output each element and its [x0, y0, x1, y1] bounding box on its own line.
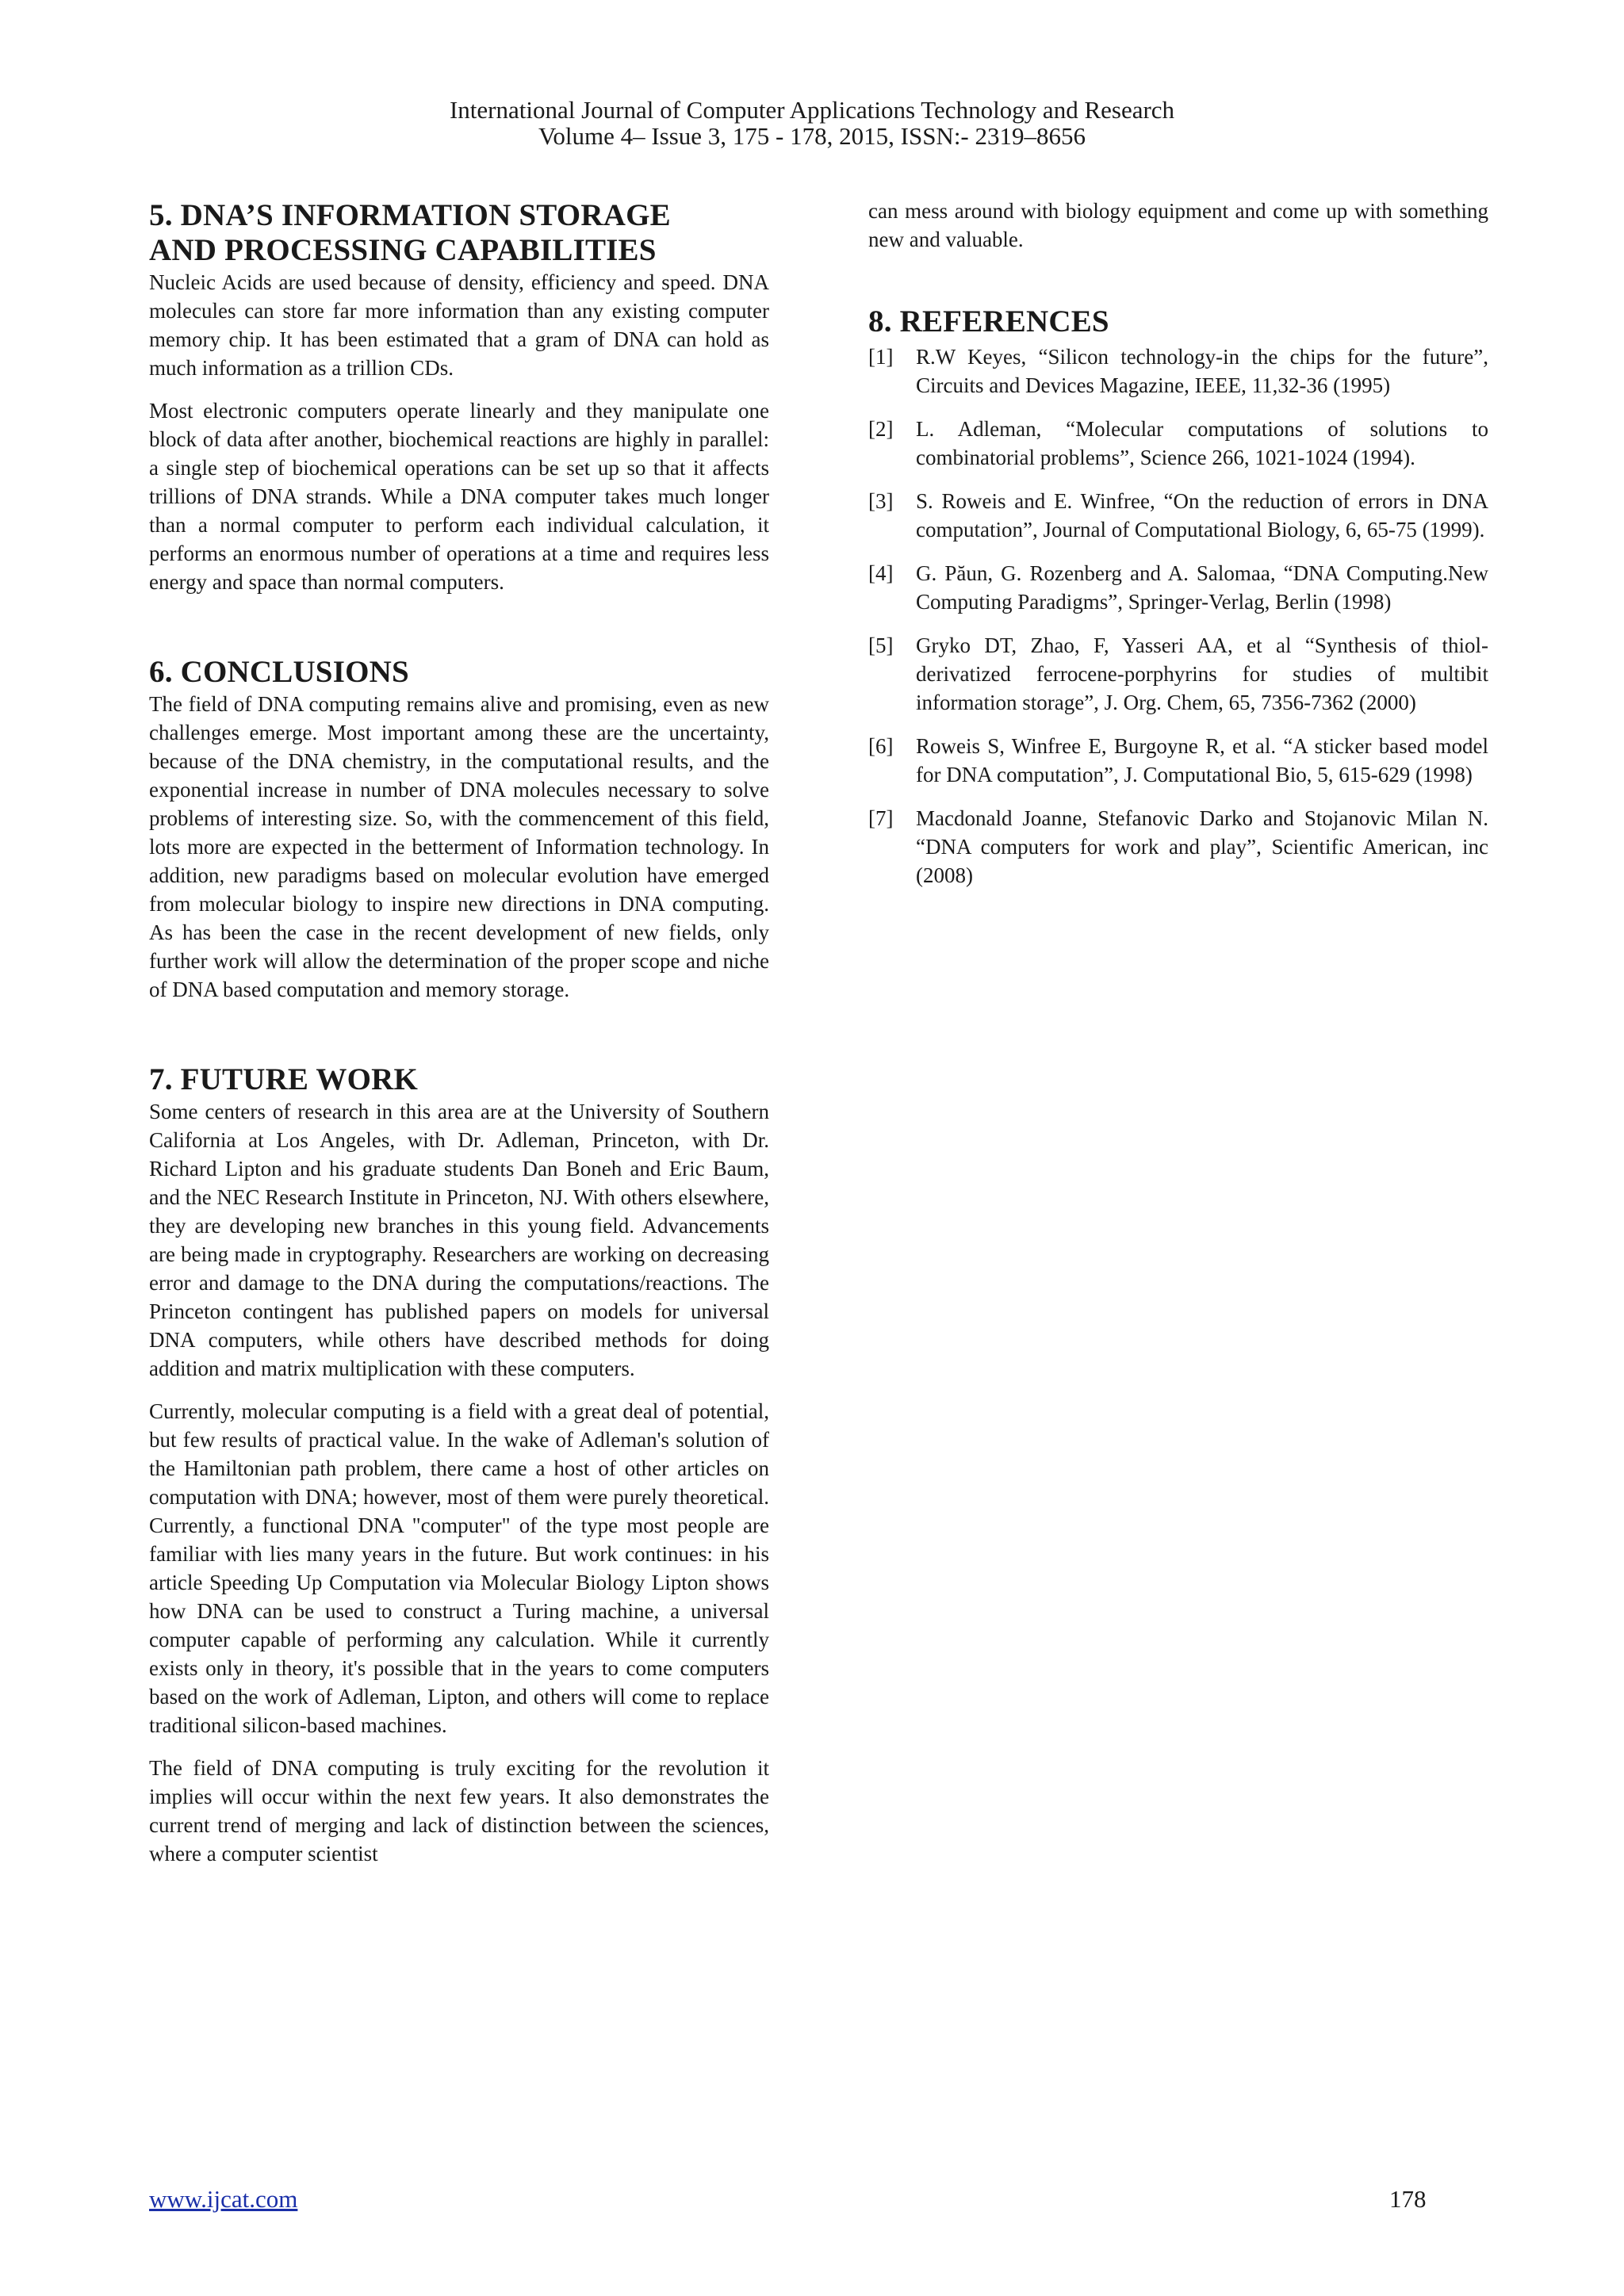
section-6-paragraph-1: The field of DNA computing remains alive and promising, even as new challenges emerge. Most important among these are the uncertainty, because of the DNA chemistry, in the computational results, and the exponential increase in number of DNA molecules necessary to solve problems of interesting size. So, with the commencement of this field, lots more are expected in the betterment of Information technology. In addition, new paradigms based on molecular evolution have emerged from molecular biology to inspire new directions in DNA computing. As has been the case in the recent development of new fields, only further work will allow the determination of the proper scope and niche of DNA based computation and memory storage. — [149, 692, 769, 1001]
reference-text: S. Roweis and E. Winfree, “On the reduction of errors in DNA computation”, Journal of Computational Biology, 6, 65-75 (1999). — [916, 489, 1488, 541]
reference-number: [3] — [868, 489, 894, 513]
section-8-heading: 8. REFERENCES — [868, 304, 1109, 339]
reference-text: Gryko DT, Zhao, F, Yasseri AA, et al “Synthesis of thiol-derivatized ferrocene-porphyrins for studies of multibit information storage”, J. Org. Chem, 65, 7356-7362 (2000) — [916, 633, 1488, 714]
reference-item — [868, 415, 1488, 472]
reference-item — [868, 559, 1488, 616]
section-7-paragraph-3: The field of DNA computing is truly exciting for the revolution it implies will occur within the next few years. It also demonstrates the current trend of merging and lack of distinction between the sciences, where a computer scientist — [149, 1756, 769, 1866]
reference-number: [1] — [868, 345, 894, 369]
left-column — [149, 198, 769, 1868]
section-6-heading: 6. CONCLUSIONS — [149, 655, 409, 689]
reference-item — [868, 342, 1488, 400]
reference-text: Roweis S, Winfree E, Burgoyne R, et al. “A sticker based model for DNA computation”, J. Computational Bio, 5, 615-629 (1998) — [916, 734, 1488, 786]
reference-number: [5] — [868, 633, 894, 657]
reference-text: G. Păun, G. Rozenberg and A. Salomaa, “DNA Computing.New Computing Paradigms”, Springer-Verlag, Berlin (1998) — [916, 561, 1488, 614]
reference-number: [6] — [868, 734, 894, 758]
section-7-heading: 7. FUTURE WORK — [149, 1062, 419, 1096]
section-5-heading — [149, 198, 769, 268]
section-5-paragraph-1: Nucleic Acids are used because of density, efficiency and speed. DNA molecules can store far more information than any existing computer memory chip. It has been estimated that a gram of DNA can hold as much information as a trillion CDs. — [149, 270, 769, 380]
reference-number: [7] — [868, 806, 894, 830]
reference-list — [868, 342, 1488, 890]
reference-number: [4] — [868, 561, 894, 585]
reference-text: Macdonald Joanne, Stefanovic Darko and Stojanovic Milan N. “DNA computers for work and play”, Scientific American, inc (2008) — [916, 806, 1488, 887]
journal-website-link[interactable]: www.ijcat.com — [149, 2185, 298, 2213]
section-5-paragraph-2: Most electronic computers operate linearly and they manipulate one block of data after another, biochemical reactions are highly in parallel: a single step of biochemical operations can be set up so that it affects trillions of DNA strands. While a DNA computer takes much longer than a normal computer to perform each individual calculation, it performs an enormous number of operations at a time and requires less energy and space than normal computers. — [149, 399, 769, 594]
section-7-paragraph-3-continued: can mess around with biology equipment and come up with something new and valuable. — [868, 199, 1488, 251]
reference-item — [868, 732, 1488, 789]
reference-text: R.W Keyes, “Silicon technology-in the chips for the future”, Circuits and Devices Magazine, IEEE, 11,32-36 (1995) — [916, 345, 1488, 397]
section-5-heading-line1: 5. DNA’S INFORMATION STORAGE — [149, 198, 671, 232]
journal-title: International Journal of Computer Applications Technology and Research — [449, 96, 1175, 124]
section-7-paragraph-2: Currently, molecular computing is a field with a great deal of potential, but few results of practical value. In the wake of Adleman's solution of the Hamiltonian path problem, there came a host of other articles on computation with DNA; however, most of them were purely theoretical. Currently, a functional DNA "computer" of the type most people are familiar with lies many years in the future. But work continues: in his article Speeding Up Computation via Molecular Biology Lipton shows how DNA can be used to construct a Turing machine, a universal computer capable of performing any calculation. While it currently exists only in theory, it's possible that in the years to come computers based on the work of Adleman, Lipton, and others will come to replace traditional silicon-based machines. — [149, 1399, 769, 1737]
section-5-heading-line2: AND PROCESSING CAPABILITIES — [149, 233, 657, 267]
right-column — [868, 197, 1488, 905]
section-7-paragraph-1: Some centers of research in this area are at the University of Southern California at Los Angeles, with Dr. Adleman, Princeton, with Dr. Richard Lipton and his graduate students Dan Boneh and Eric Baum, and the NEC Research Institute in Princeton, NJ. With others elsewhere, they are developing new branches in this young field. Advancements are being made in cryptography. Researchers are working on decreasing error and damage to the DNA during the computations/reactions. The Princeton contingent has published papers on models for universal DNA computers, while others have described methods for doing addition and matrix multiplication with these computers. — [149, 1100, 769, 1380]
page-number: 178 — [1389, 2185, 1427, 2213]
journal-header — [0, 97, 1624, 149]
journal-volume-info: Volume 4– Issue 3, 175 - 178, 2015, ISSN:- 2319–8656 — [538, 122, 1086, 150]
reference-item — [868, 631, 1488, 717]
reference-item — [868, 804, 1488, 890]
reference-item — [868, 487, 1488, 544]
reference-number: [2] — [868, 417, 894, 441]
reference-text: L. Adleman, “Molecular computations of solutions to combinatorial problems”, Science 266, 1021-1024 (1994). — [916, 417, 1488, 469]
